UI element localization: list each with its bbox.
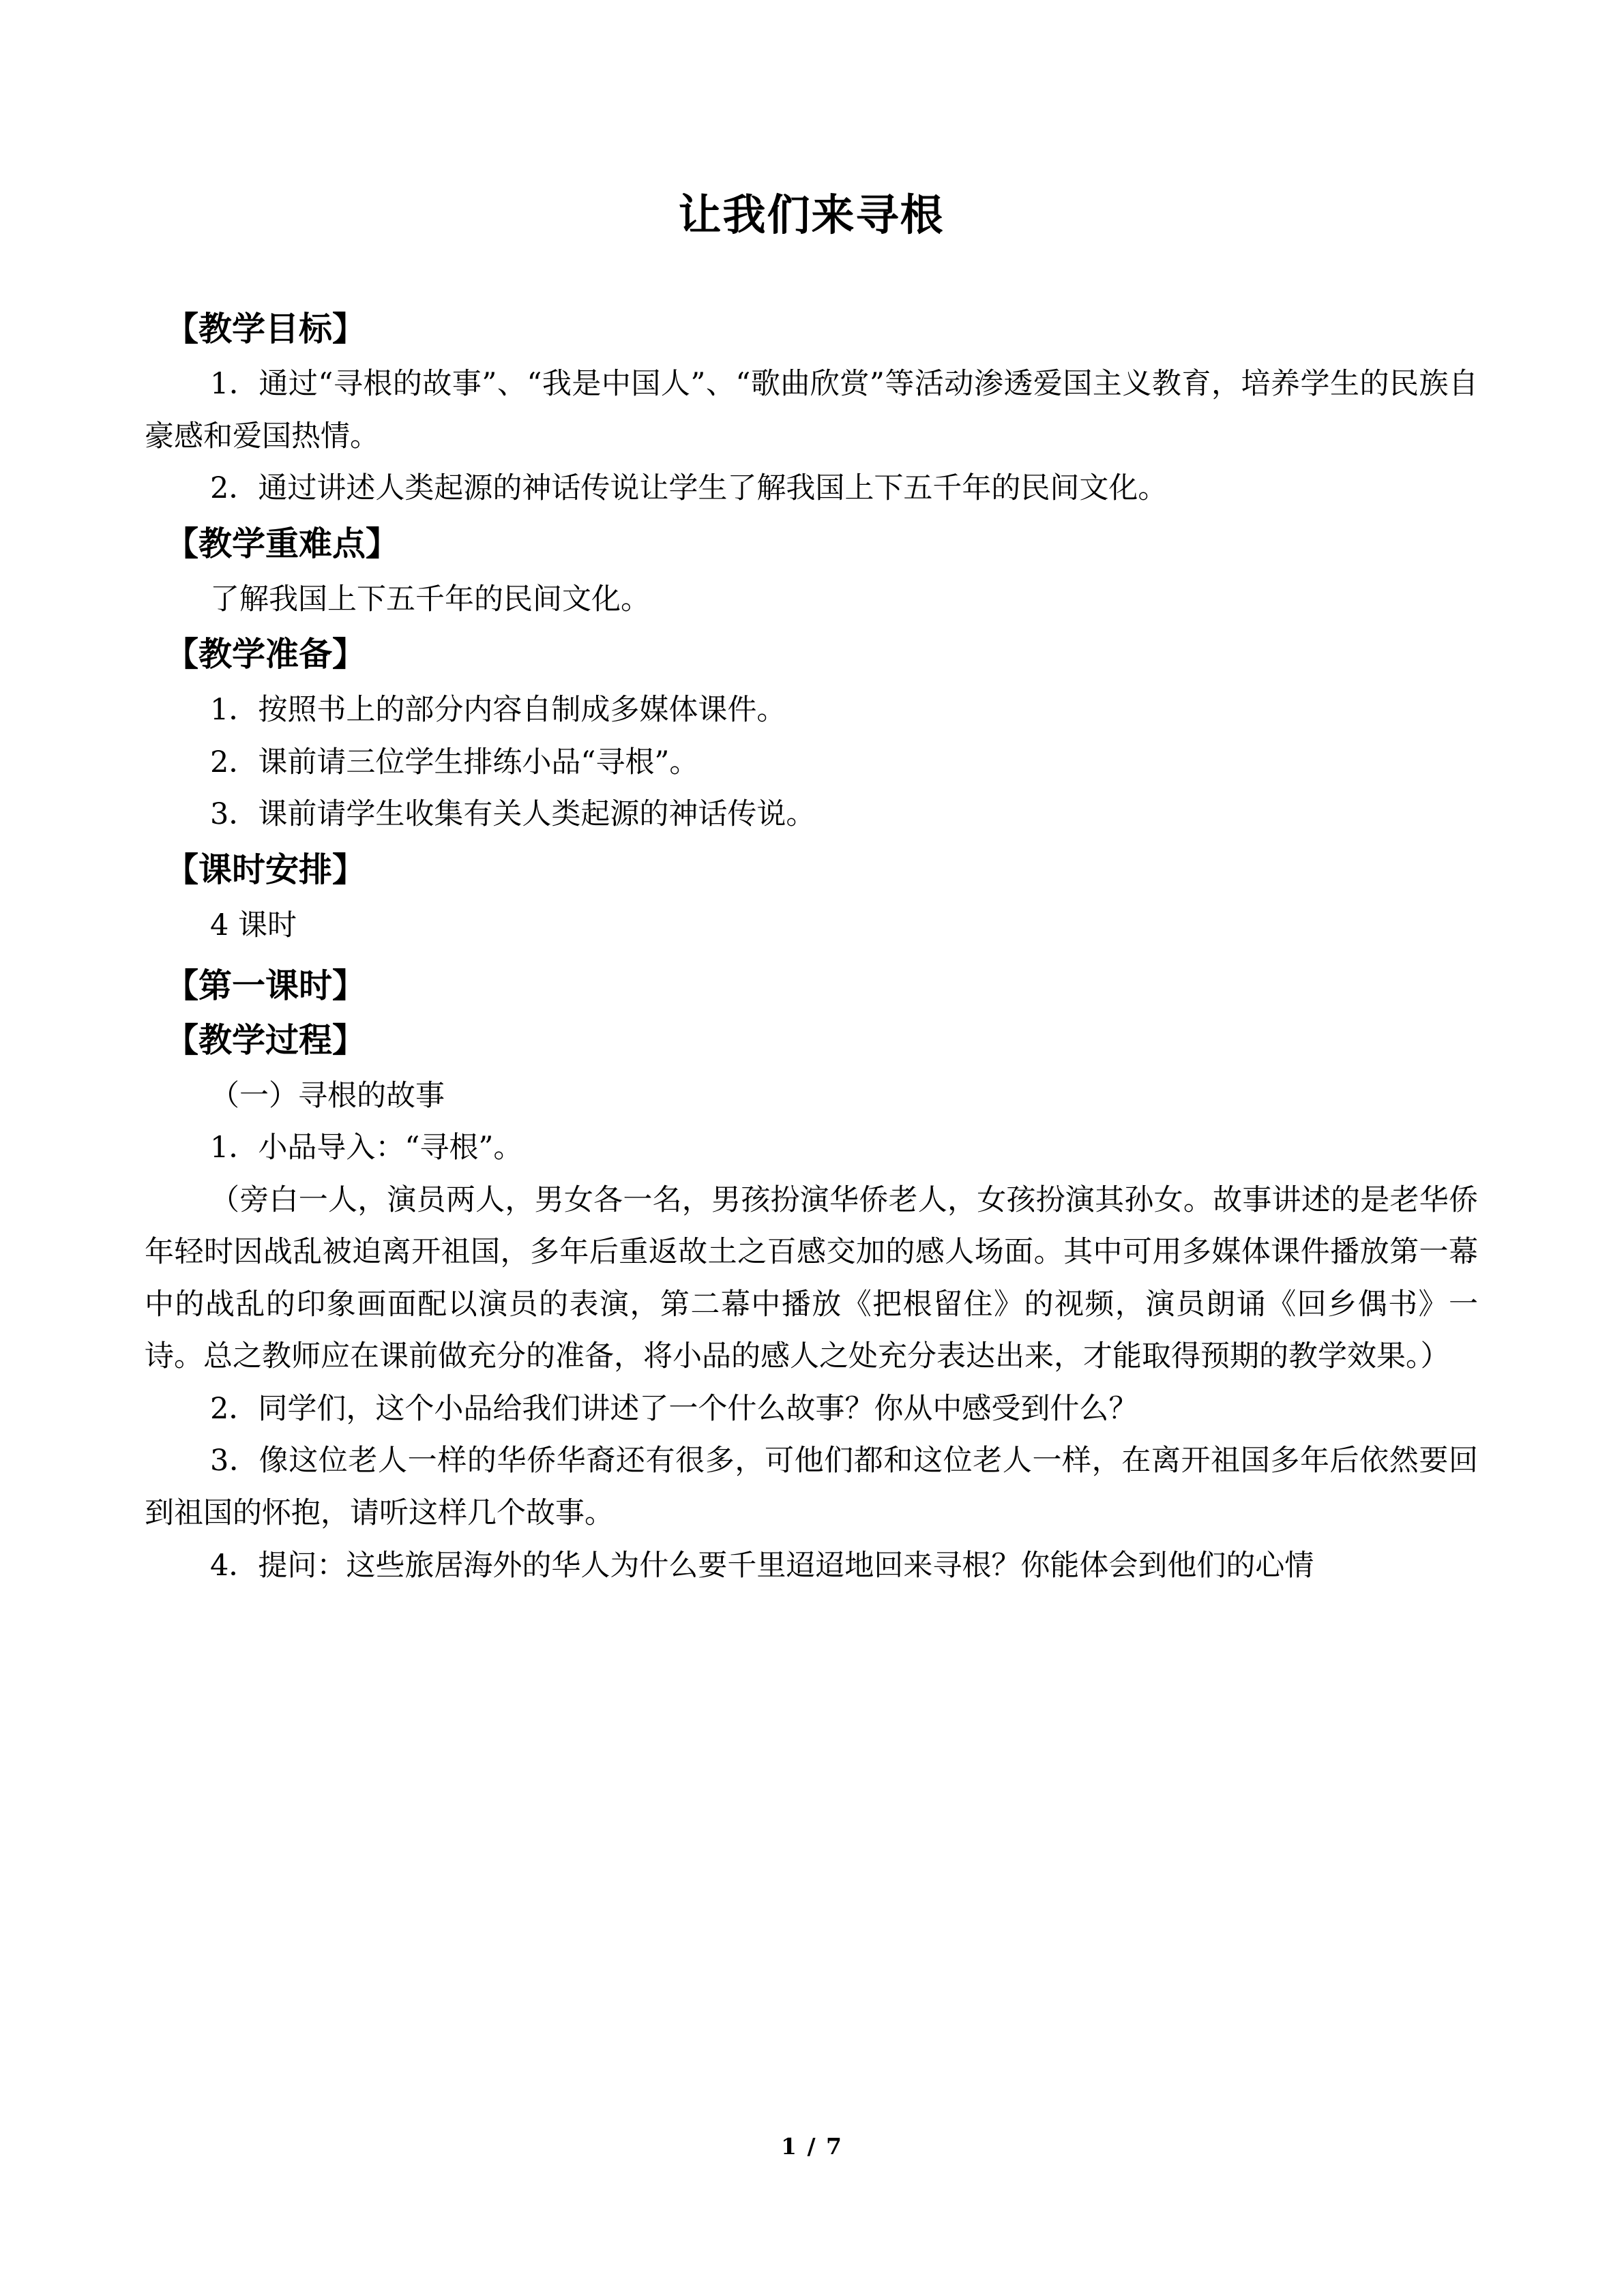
section-heading-objectives: 【教学目标】	[165, 309, 366, 348]
section-heading-process: 【教学过程】	[165, 1020, 366, 1060]
preparation-item-3: 3．课前请学生收集有关人类起源的神话传说。	[210, 797, 816, 832]
section-heading-key-points: 【教学重难点】	[165, 524, 400, 563]
preparation-item-2: 2．课前请三位学生排练小品“寻根”。	[210, 745, 699, 779]
preparation-item-1: 1．按照书上的部分内容自制成多媒体课件。	[210, 693, 786, 728]
spacer	[145, 515, 1478, 524]
schedule-item-1: 4 课时	[210, 908, 297, 942]
page-title: 让我们来寻根	[678, 190, 945, 240]
key-points-item-1: 了解我国上下五千年的民间文化。	[210, 582, 650, 616]
objectives-item-1: 1．通过“寻根的故事”、“我是中国人”、“歌曲欣赏”等活动渗透爱国主义教育，培养学生的民族自豪感和爱国热情。	[145, 367, 1478, 453]
spacer	[145, 348, 1478, 358]
spacer	[145, 1060, 1478, 1070]
section-heading-lesson-one: 【第一课时】	[165, 966, 366, 1006]
spacer	[145, 951, 1478, 966]
page-number-footer: 1 / 7	[781, 2133, 843, 2160]
section-heading-schedule: 【课时安排】	[165, 850, 366, 889]
objectives-item-2: 2．通过讲述人类起源的神话传说让学生了解我国上下五千年的民间文化。	[210, 471, 1168, 506]
spacer	[145, 674, 1478, 684]
spacer	[145, 890, 1478, 899]
process-subsection-label: （一）寻根的故事	[210, 1078, 445, 1113]
process-item-5: 4．提问：这些旅居海外的华人为什么要千里迢迢地回来寻根？你能体会到他们的心情	[210, 1548, 1314, 1583]
spacer	[145, 1006, 1478, 1021]
section-heading-preparation: 【教学准备】	[165, 635, 366, 674]
spacer	[145, 241, 1478, 310]
process-item-2: （旁白一人，演员两人，男女各一名，男孩扮演华侨老人，女孩扮演其孙女。故事讲述的是老华侨年轻时因战乱被迫离开祖国，多年后重返故土之百感交加的感人场面。其中可用多媒体课件播放第一幕中的战乱的印象画面配以演员的表演，第二幕中播放《把根留住》的视频，演员朗诵《回乡偶书》一诗。总之教师应在课前做充分的准备，将小品的感人之处充分表达出来，才能取得预期的教学效果。）	[145, 1182, 1478, 1374]
process-item-3: 2．同学们，这个小品给我们讲述了一个什么故事？你从中感受到什么？	[210, 1391, 1138, 1426]
spacer	[145, 625, 1478, 635]
process-item-1: 1．小品导入：“寻根”。	[210, 1131, 523, 1165]
spacer	[145, 841, 1478, 850]
page-content	[145, 0, 1478, 1592]
process-item-4: 3．像这位老人一样的华侨华裔还有很多，可他们都和这位老人一样，在离开祖国多年后依然要回到祖国的怀抱，请听这样几个故事。	[145, 1444, 1478, 1530]
spacer	[145, 564, 1478, 573]
